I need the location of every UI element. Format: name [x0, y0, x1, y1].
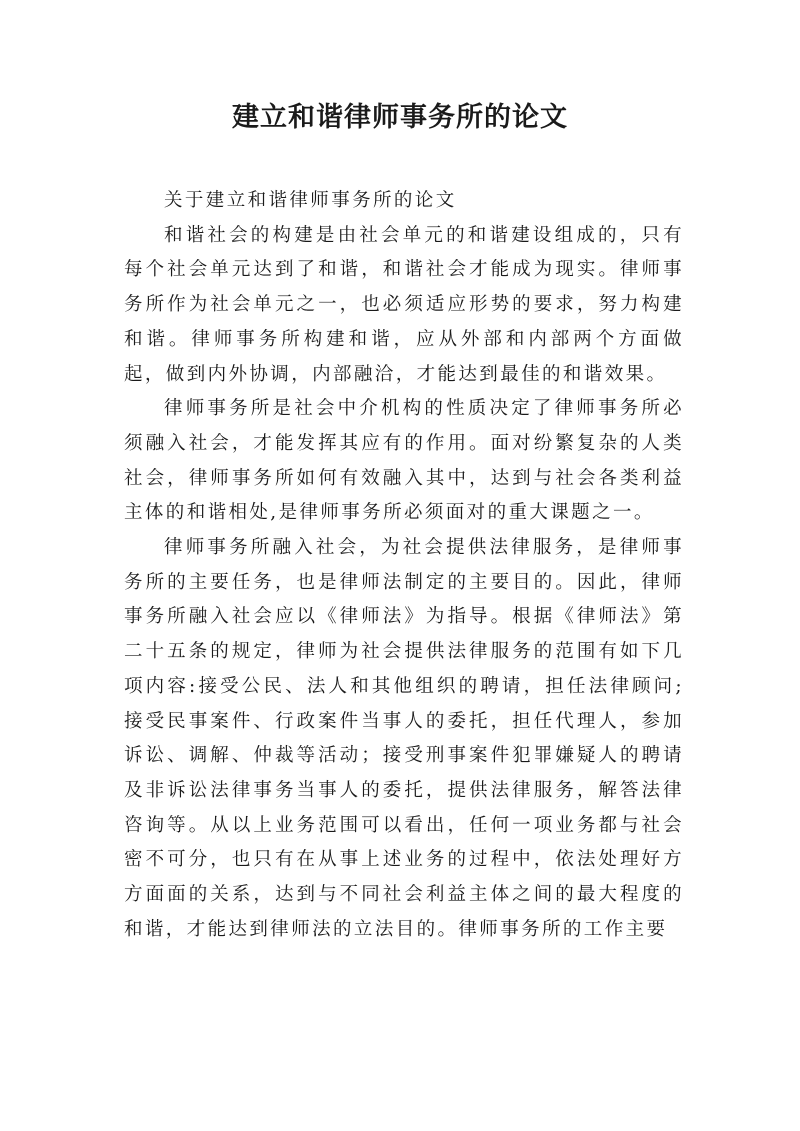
document-subtitle: 关于建立和谐律师事务所的论文 [164, 190, 457, 211]
paragraph-3: 律师事务所融入社会，为社会提供法律服务，是律师事务所的主要任务，也是律师法制定的主要目的。因此，律师事务所融入社会应以《律师法》为指导。根据《律师法》第二十五条的规定，律师为社会提供法律服务的范围有如下几项内容:接受公民、法人和其他组织的聘请，担任法律顾问;接受民事案件、行政案件当事人的委托，担任代理人，参加诉讼、调解、仲裁等活动；接受刑事案件犯罪嫌疑人的聘请及非诉讼法律事务当事人的委托，提供法律服务，解答法律咨询等。从以上业务范围可以看出，任何一项业务都与社会密不可分，也只有在从事上述业务的过程中，依法处理好方方面面的关系，达到与不同社会利益主体之间的最大程度的和谐，才能达到律师法的立法目的。律师事务所的工作主要 [124, 537, 684, 940]
document-title: 建立和谐律师事务所的论文 [232, 102, 568, 133]
paragraph-1: 和谐社会的构建是由社会单元的和谐建设组成的，只有每个社会单元达到了和谐，和谐社会才能成为现实。律师事务所作为社会单元之一，也必须适应形势的要求，努力构建和谐。律师事务所构建和谐，应从外部和内部两个方面做起，做到内外协调，内部融洽，才能达到最佳的和谐效果。 [124, 224, 684, 385]
document-body [124, 184, 684, 947]
paragraph-2: 律师事务所是社会中介机构的性质决定了律师事务所必须融入社会，才能发挥其应有的作用。面对纷繁复杂的人类社会，律师事务所如何有效融入其中，达到与社会各类利益主体的和谐相处,是律师事务所必须面对的重大课题之一。 [124, 398, 684, 524]
